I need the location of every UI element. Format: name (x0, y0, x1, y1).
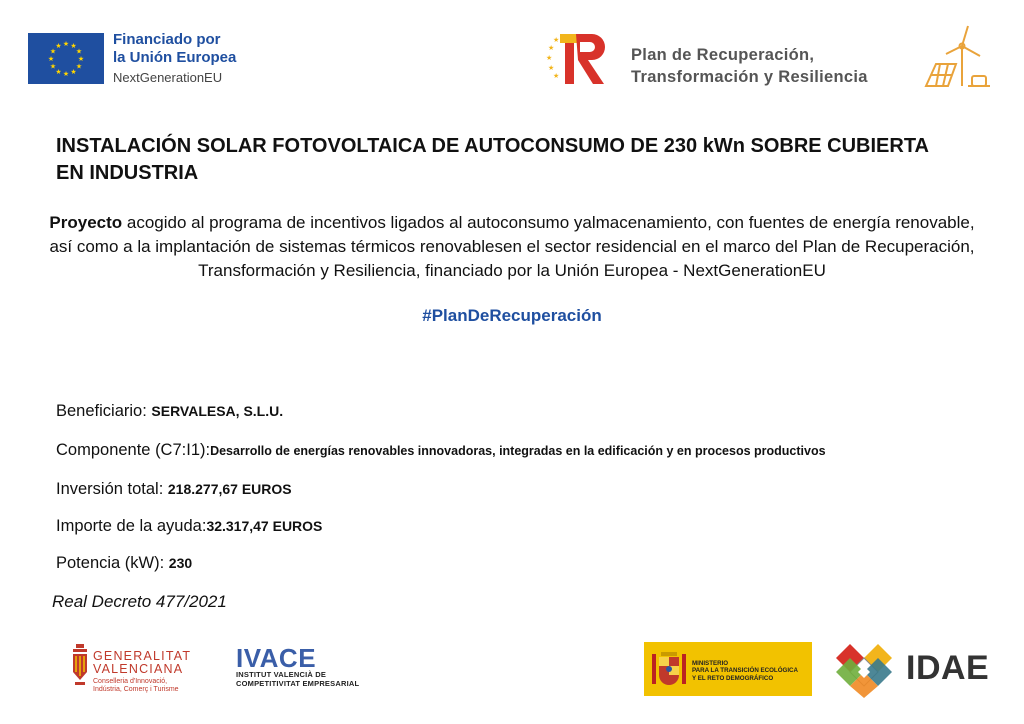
svg-text:★: ★ (47, 55, 55, 63)
page-title: INSTALACIÓN SOLAR FOTOVOLTAICA DE AUTOCONSUMO DE 230 kWn SOBRE CUBIERTA EN INDUSTRIA (56, 135, 929, 184)
svg-text:★: ★ (548, 64, 555, 72)
field-label: Potencia (kW): (56, 554, 169, 572)
svg-text:★: ★ (49, 47, 57, 56)
svg-text:★: ★ (70, 42, 77, 50)
ivace-logo (236, 645, 359, 688)
svg-text:★: ★ (62, 70, 70, 78)
spain-coat-of-arms-icon (652, 648, 686, 690)
mite-line3: Y EL RETO DEMOGRÁFICO (692, 674, 774, 682)
prtr-text (631, 44, 868, 89)
field-value: 230 (168, 555, 193, 571)
field-beneficiario (56, 402, 283, 421)
svg-text:★: ★ (548, 44, 555, 52)
ivace-sub2: COMPETITIVITAT EMPRESARIAL (236, 678, 360, 688)
description-lead: Proyecto (49, 213, 123, 232)
prtr-line1: Plan de Recuperación, (631, 46, 815, 64)
field-value: SERVALESA, S.L.U. (151, 403, 284, 419)
gva-emblem-icon (70, 644, 90, 688)
svg-text:★: ★ (546, 54, 553, 62)
svg-text:★: ★ (77, 55, 85, 63)
field-potencia (56, 554, 192, 573)
description-text: acogido al programa de incentivos ligados al autoconsumo yalmacenamiento, con fuentes de energía renovable, así como a la implantación de sistemas térmicos renovablesen el sector residencial en el marco del Plan de Recuperación, Transformación y Resiliencia, financiado por la Unión Europea - NextGenerationEU (49, 213, 975, 280)
eu-line3: NextGenerationEU (113, 70, 223, 85)
hashtag: #PlanDeRecuperación (422, 306, 602, 325)
project-description (40, 211, 984, 282)
eu-flag-logo (28, 33, 104, 84)
field-label: Importe de la ayuda: (56, 517, 207, 535)
svg-text:★: ★ (75, 47, 83, 56)
gva-line1: GENERALITAT (93, 649, 192, 663)
wind-solar-icon (922, 24, 992, 90)
gva-logo-text (93, 650, 191, 693)
eu-stars-icon (28, 33, 104, 84)
prtr-line2: Transformación y Resiliencia (631, 68, 868, 87)
ivace-name: IVACE (236, 643, 317, 673)
svg-text:★: ★ (55, 42, 62, 50)
svg-text:★: ★ (49, 62, 57, 71)
gva-line3: Conselleria d'Innovació, (93, 678, 168, 686)
ivace-sub1: INSTITUT VALENCIÀ DE (236, 670, 327, 679)
svg-text:★: ★ (70, 68, 77, 76)
ministry-logo (644, 642, 812, 696)
field-componente (56, 441, 826, 460)
gva-line2: VALENCIANA (93, 662, 184, 677)
idae-mark-icon (828, 642, 900, 698)
eu-funding-text (113, 31, 236, 86)
eu-line1: Financiado por (113, 31, 221, 48)
field-importe (56, 517, 322, 536)
svg-text:★: ★ (62, 40, 70, 48)
mite-line2: PARA LA TRANSICIÓN ECOLÓGICA (692, 667, 798, 675)
prtr-logo-icon (546, 30, 616, 88)
svg-text:★: ★ (75, 62, 83, 71)
svg-text:★: ★ (55, 68, 62, 76)
field-label: Beneficiario: (56, 402, 152, 420)
field-label: Inversión total: (56, 480, 168, 498)
idae-name: IDAE (906, 649, 990, 687)
svg-text:★: ★ (553, 72, 560, 80)
field-value: 218.277,67 EUROS (167, 481, 292, 497)
field-value: 32.317,47 EUROS (206, 518, 323, 534)
gva-line4: Indústria, Comerç i Turisme (93, 685, 179, 693)
mite-line1: MINISTERIO (692, 660, 729, 667)
eu-line2: la Unión Europea (113, 49, 237, 66)
decree-reference: Real Decreto 477/2021 (52, 592, 227, 611)
field-value: Desarrollo de energías renovables innovadoras, integradas en la edificación y en procesos productivos (210, 444, 826, 458)
field-inversion (56, 480, 292, 499)
field-label: Componente (C7:I1): (56, 441, 211, 459)
ministry-text (692, 660, 798, 682)
svg-text:★: ★ (553, 36, 560, 44)
